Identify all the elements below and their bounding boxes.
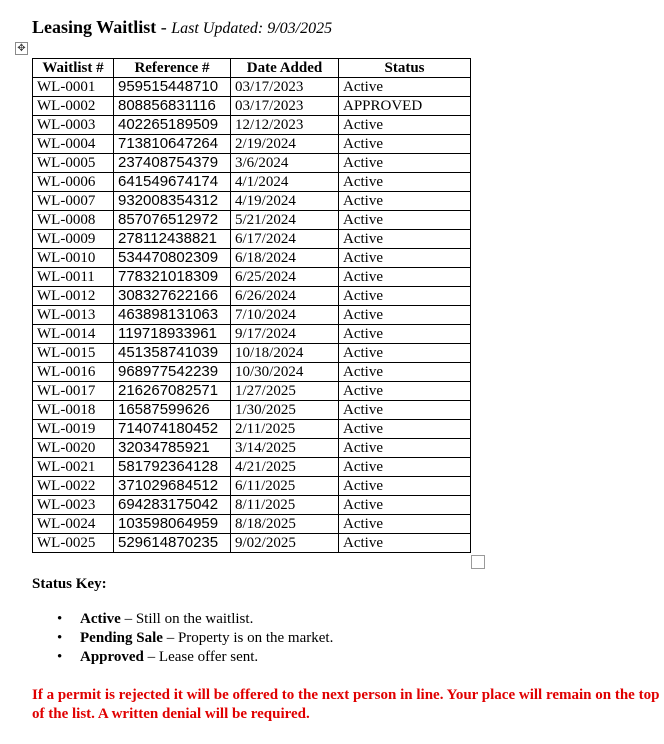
reference-number-cell: 534470802309 — [114, 249, 231, 268]
status-cell: APPROVED — [339, 97, 471, 116]
waitlist-number-cell: WL-0015 — [33, 344, 114, 363]
table-row — [33, 173, 471, 192]
table-row — [33, 192, 471, 211]
date-added-cell: 6/17/2024 — [231, 230, 339, 249]
column-header-status: Status — [339, 59, 471, 78]
date-added-cell: 6/26/2024 — [231, 287, 339, 306]
status-key-description: – Property is on the market. — [162, 630, 334, 646]
reference-number-cell: 402265189509 — [114, 116, 231, 135]
status-cell: Active — [339, 344, 471, 363]
waitlist-number-cell: WL-0009 — [33, 230, 114, 249]
waitlist-number-cell: WL-0012 — [33, 287, 114, 306]
table-row — [33, 477, 471, 496]
reference-number-cell: 968977542239 — [114, 363, 231, 382]
date-added-cell: 3/6/2024 — [231, 154, 339, 173]
date-added-cell: 2/11/2025 — [231, 420, 339, 439]
column-header-reference: Reference # — [114, 59, 231, 78]
waitlist-table — [32, 58, 471, 553]
page-title: Leasing Waitlist — [32, 17, 157, 37]
table-row — [33, 344, 471, 363]
date-added-cell: 4/21/2025 — [231, 458, 339, 477]
table-row — [33, 211, 471, 230]
table-row — [33, 325, 471, 344]
status-cell: Active — [339, 306, 471, 325]
waitlist-number-cell: WL-0016 — [33, 363, 114, 382]
table-row — [33, 439, 471, 458]
status-cell: Active — [339, 363, 471, 382]
table-row — [33, 363, 471, 382]
column-header-waitlist: Waitlist # — [33, 59, 114, 78]
table-row — [33, 382, 471, 401]
waitlist-number-cell: WL-0022 — [33, 477, 114, 496]
date-added-cell: 1/30/2025 — [231, 401, 339, 420]
status-cell: Active — [339, 135, 471, 154]
table-row — [33, 249, 471, 268]
table-row — [33, 287, 471, 306]
status-cell: Active — [339, 287, 471, 306]
status-cell: Active — [339, 268, 471, 287]
reference-number-cell: 778321018309 — [114, 268, 231, 287]
reference-number-cell: 451358741039 — [114, 344, 231, 363]
waitlist-number-cell: WL-0008 — [33, 211, 114, 230]
date-added-cell: 3/14/2025 — [231, 439, 339, 458]
waitlist-table-body — [33, 78, 471, 553]
waitlist-number-cell: WL-0021 — [33, 458, 114, 477]
reference-number-cell: 581792364128 — [114, 458, 231, 477]
date-added-cell: 2/19/2024 — [231, 135, 339, 154]
date-added-cell: 4/1/2024 — [231, 173, 339, 192]
table-row — [33, 420, 471, 439]
table-row — [33, 458, 471, 477]
reference-number-cell: 857076512972 — [114, 211, 231, 230]
table-row — [33, 154, 471, 173]
status-key-description: – Still on the waitlist. — [120, 611, 254, 627]
reference-number-cell: 641549674174 — [114, 173, 231, 192]
date-added-cell: 03/17/2023 — [231, 97, 339, 116]
table-resize-handle-icon[interactable] — [471, 555, 485, 569]
date-added-cell: 10/18/2024 — [231, 344, 339, 363]
reference-number-cell: 932008354312 — [114, 192, 231, 211]
date-added-cell: 4/19/2024 — [231, 192, 339, 211]
status-cell: Active — [339, 401, 471, 420]
reference-number-cell: 119718933961 — [114, 325, 231, 344]
status-cell: Active — [339, 78, 471, 97]
reference-number-cell: 216267082571 — [114, 382, 231, 401]
waitlist-number-cell: WL-0006 — [33, 173, 114, 192]
date-added-cell: 6/25/2024 — [231, 268, 339, 287]
reference-number-cell: 308327622166 — [114, 287, 231, 306]
status-cell: Active — [339, 458, 471, 477]
waitlist-number-cell: WL-0013 — [33, 306, 114, 325]
status-cell: Active — [339, 420, 471, 439]
table-row — [33, 515, 471, 534]
date-added-cell: 10/30/2024 — [231, 363, 339, 382]
waitlist-number-cell: WL-0025 — [33, 534, 114, 553]
waitlist-number-cell: WL-0005 — [33, 154, 114, 173]
status-cell: Active — [339, 382, 471, 401]
date-added-cell: 5/21/2024 — [231, 211, 339, 230]
status-key-list — [32, 610, 333, 667]
rejection-policy-note: If a permit is rejected it will be offered to the next person in line. Your place will remain on the top of the list. A written denial will be required. — [32, 687, 660, 722]
status-key-title: Status Key: — [32, 576, 107, 592]
table-row — [33, 135, 471, 154]
date-added-cell: 12/12/2023 — [231, 116, 339, 135]
waitlist-number-cell: WL-0011 — [33, 268, 114, 287]
table-row — [33, 268, 471, 287]
waitlist-number-cell: WL-0014 — [33, 325, 114, 344]
status-cell: Active — [339, 154, 471, 173]
status-key-term: Approved — [80, 649, 144, 665]
status-cell: Active — [339, 249, 471, 268]
date-added-cell: 9/02/2025 — [231, 534, 339, 553]
table-row — [33, 534, 471, 553]
status-cell: Active — [339, 211, 471, 230]
waitlist-number-cell: WL-0003 — [33, 116, 114, 135]
waitlist-number-cell: WL-0004 — [33, 135, 114, 154]
table-move-handle-icon[interactable]: ✥ — [15, 42, 28, 55]
waitlist-number-cell: WL-0024 — [33, 515, 114, 534]
reference-number-cell: 371029684512 — [114, 477, 231, 496]
table-row — [33, 496, 471, 515]
status-cell: Active — [339, 116, 471, 135]
document-title-line — [32, 17, 332, 38]
status-key-item-active — [32, 610, 333, 629]
status-cell: Active — [339, 439, 471, 458]
reference-number-cell: 808856831116 — [114, 97, 231, 116]
status-cell: Active — [339, 173, 471, 192]
waitlist-number-cell: WL-0020 — [33, 439, 114, 458]
date-added-cell: 03/17/2023 — [231, 78, 339, 97]
column-header-date-added: Date Added — [231, 59, 339, 78]
date-added-cell: 8/18/2025 — [231, 515, 339, 534]
waitlist-number-cell: WL-0019 — [33, 420, 114, 439]
date-added-cell: 6/18/2024 — [231, 249, 339, 268]
reference-number-cell: 713810647264 — [114, 135, 231, 154]
waitlist-number-cell: WL-0010 — [33, 249, 114, 268]
date-added-cell: 1/27/2025 — [231, 382, 339, 401]
table-row — [33, 401, 471, 420]
status-key-term: Active — [80, 611, 121, 627]
status-cell: Active — [339, 496, 471, 515]
date-added-cell: 8/11/2025 — [231, 496, 339, 515]
status-cell: Active — [339, 477, 471, 496]
status-key-item-approved — [32, 648, 333, 667]
table-row — [33, 306, 471, 325]
reference-number-cell: 694283175042 — [114, 496, 231, 515]
reference-number-cell: 103598064959 — [114, 515, 231, 534]
reference-number-cell: 32034785921 — [114, 439, 231, 458]
last-updated-text: Last Updated: 9/03/2025 — [171, 20, 333, 37]
table-header-row — [33, 59, 471, 78]
reference-number-cell: 278112438821 — [114, 230, 231, 249]
status-key-description: – Lease offer sent. — [143, 649, 259, 665]
waitlist-number-cell: WL-0017 — [33, 382, 114, 401]
date-added-cell: 6/11/2025 — [231, 477, 339, 496]
waitlist-number-cell: WL-0007 — [33, 192, 114, 211]
waitlist-number-cell: WL-0023 — [33, 496, 114, 515]
table-row — [33, 230, 471, 249]
waitlist-number-cell: WL-0002 — [33, 97, 114, 116]
status-cell: Active — [339, 515, 471, 534]
reference-number-cell: 463898131063 — [114, 306, 231, 325]
title-separator: - — [156, 17, 172, 37]
status-cell: Active — [339, 534, 471, 553]
reference-number-cell: 959515448710 — [114, 78, 231, 97]
waitlist-number-cell: WL-0018 — [33, 401, 114, 420]
reference-number-cell: 16587599626 — [114, 401, 231, 420]
table-row — [33, 97, 471, 116]
waitlist-number-cell: WL-0001 — [33, 78, 114, 97]
date-added-cell: 9/17/2024 — [231, 325, 339, 344]
reference-number-cell: 714074180452 — [114, 420, 231, 439]
reference-number-cell: 529614870235 — [114, 534, 231, 553]
table-row — [33, 78, 471, 97]
status-cell: Active — [339, 192, 471, 211]
table-row — [33, 116, 471, 135]
status-key-term: Pending Sale — [80, 630, 163, 646]
status-cell: Active — [339, 230, 471, 249]
status-cell: Active — [339, 325, 471, 344]
date-added-cell: 7/10/2024 — [231, 306, 339, 325]
status-key-item-pending-sale — [32, 629, 333, 648]
reference-number-cell: 237408754379 — [114, 154, 231, 173]
